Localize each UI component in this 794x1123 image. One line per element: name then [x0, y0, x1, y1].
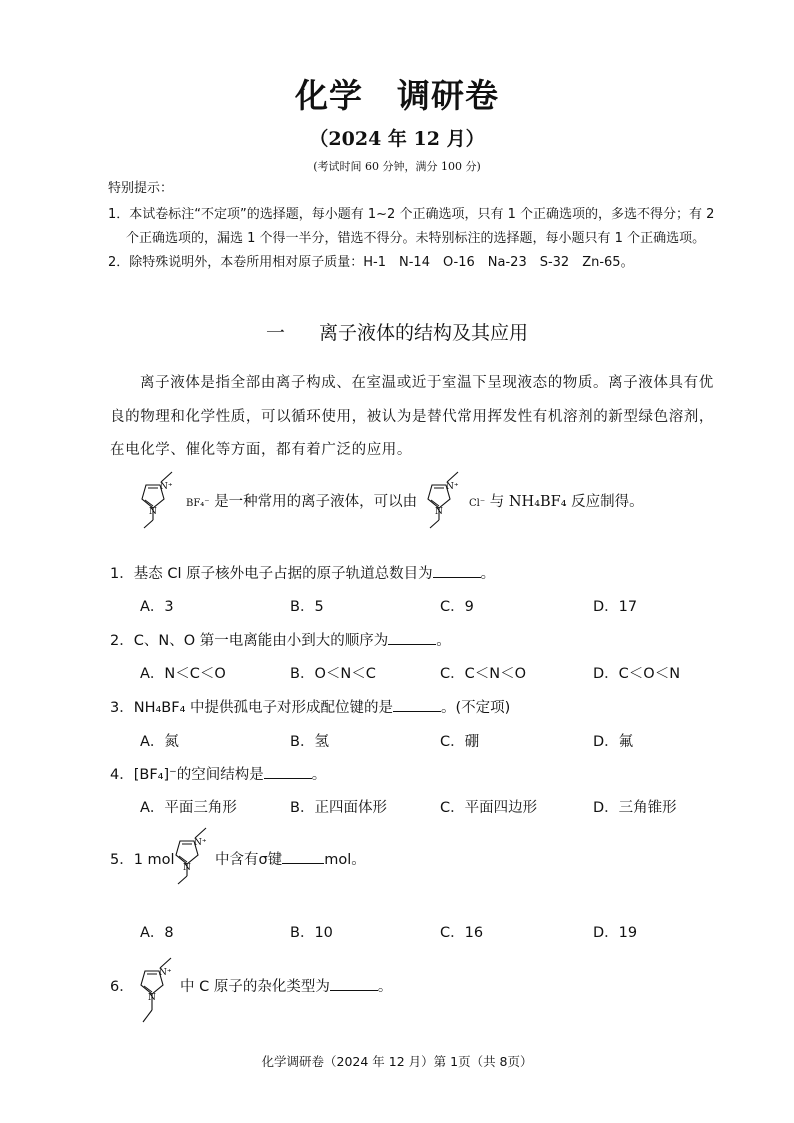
question-6-suffix: 。 [377, 979, 393, 995]
q3-option-d[interactable]: D．氟 [593, 734, 634, 750]
intro-line-2: 良的物理和化学性质，可以循环使用，被认为是替代常用挥发性有机溶剂的新型绿色溶剂， [110, 409, 714, 425]
q2-option-c[interactable]: C．C＜N＜O [440, 666, 527, 682]
q2-option-b[interactable]: B．O＜N＜C [290, 666, 376, 682]
question-6-text: 中 C 原子的杂化类型为 [180, 979, 330, 995]
q5-option-b[interactable]: B．10 [290, 925, 333, 941]
answer-blank-4[interactable] [264, 764, 312, 779]
imidazolium-structure-3 [166, 820, 222, 888]
question-5 [215, 848, 366, 869]
question-4 [110, 763, 326, 784]
imidazolium-structure-1 [132, 464, 188, 532]
notice-item-1-line-1: 1．本试卷标注“不定项”的选择题，每小题有 1~2 个正确选项，只有 1 个正确选项的，多选不得分；有 2 [108, 207, 715, 222]
question-2-text: 2．C、N、O 第一电离能由小到大的顺序为 [110, 633, 389, 649]
question-4-text: 4．[BF₄]⁻的空间结构是 [110, 767, 264, 783]
section-number: 一 [265, 322, 285, 344]
answer-blank-2[interactable] [388, 630, 436, 645]
question-3-text: 3．NH₄BF₄ 中提供孤电子对形成配位键的是 [110, 700, 393, 716]
question-6 [180, 975, 392, 996]
question-3-suffix: 。(不定项) [441, 700, 511, 716]
notice-item-1-line-2: 个正确选项的，漏选 1 个得一半分，错选不得分。未特别标注的选择题，每小题只有 1 个正确选项。 [126, 231, 706, 246]
section-title: 离子液体的结构及其应用 [319, 322, 529, 344]
q2-option-a[interactable]: A．N＜C＜O [140, 666, 226, 682]
question-3 [110, 696, 510, 717]
q4-option-a[interactable]: A．平面三角形 [140, 800, 237, 816]
n-label: N [149, 507, 157, 517]
question-5-suffix: mol。 [324, 852, 366, 868]
q4-option-d[interactable]: D．三角锥形 [593, 800, 677, 816]
q3-option-a[interactable]: A．氮 [140, 734, 179, 750]
question-1-suffix: 。 [480, 566, 496, 582]
question-4-suffix: 。 [311, 767, 327, 783]
exam-date: （2024 年 12 月） [309, 128, 485, 150]
notice-item-2: 2．除特殊说明外，本卷所用相对原子质量：H-1 N-14 O-16 Na-23 S-32 Zn-65。 [108, 255, 634, 270]
q1-option-c[interactable]: C．9 [440, 599, 474, 615]
answer-blank-6[interactable] [330, 976, 378, 991]
q4-option-b[interactable]: B．正四面体形 [290, 800, 387, 816]
q2-option-d[interactable]: D．C＜O＜N [593, 666, 681, 682]
n-plus-label: N⁺ [160, 482, 173, 492]
q1-option-b[interactable]: B．5 [290, 599, 324, 615]
n-plus-label: N⁺ [159, 968, 172, 978]
question-6-prefix: 6． [110, 979, 134, 995]
q3-option-b[interactable]: B．氢 [290, 734, 329, 750]
imidazolium-structure-2 [418, 464, 474, 532]
q1-option-d[interactable]: D．17 [593, 599, 638, 615]
question-5-prefix: 5．1 mol [110, 852, 175, 868]
n-label: N [183, 863, 191, 873]
q5-option-d[interactable]: D．19 [593, 925, 638, 941]
n-label: N [148, 993, 156, 1003]
answer-blank-1[interactable] [433, 563, 481, 578]
n-plus-label: N⁺ [446, 482, 459, 492]
question-1-text: 1．基态 Cl 原子核外电子占据的原子轨道总数目为 [110, 566, 433, 582]
notice-label: 特别提示： [108, 181, 174, 196]
q5-option-a[interactable]: A．8 [140, 925, 174, 941]
structure-line [186, 490, 417, 511]
q5-option-c[interactable]: C．16 [440, 925, 484, 941]
q3-option-c[interactable]: C．硼 [440, 734, 480, 750]
intro-line-1: 离子液体是指全部由离子构成、在室温或近于室温下呈现液态的物质。离子液体具有优 [140, 375, 714, 391]
page-footer: 化学调研卷（2024 年 12 月）第 1页（共 8页） [261, 1054, 533, 1069]
exam-info: (考试时间 60 分钟，满分 100 分) [313, 160, 481, 173]
answer-blank-3[interactable] [393, 697, 441, 712]
anion-cl: Cl⁻ [469, 498, 486, 509]
answer-blank-5[interactable] [282, 849, 324, 864]
q4-option-c[interactable]: C．平面四边形 [440, 800, 538, 816]
structure-text-end: 与 NH₄BF₄ 反应制得。 [489, 494, 644, 510]
anion-bf4: BF₄⁻ [186, 498, 210, 509]
imidazolium-structure-4 [131, 950, 187, 1030]
n-label: N [435, 507, 443, 517]
structure-line-end [469, 490, 644, 511]
intro-line-3: 在电化学、催化等方面，都有着广泛的应用。 [110, 442, 412, 458]
q1-option-a[interactable]: A．3 [140, 599, 174, 615]
question-1 [110, 562, 495, 583]
page-title: 化学 调研卷 [295, 76, 499, 115]
structure-text-mid: 是一种常用的离子液体，可以由 [214, 494, 418, 510]
section-heading [0, 318, 794, 345]
n-plus-label: N⁺ [194, 838, 207, 848]
question-2-suffix: 。 [436, 633, 451, 649]
question-5-text: 中含有σ键 [215, 852, 283, 868]
question-2 [110, 629, 451, 650]
